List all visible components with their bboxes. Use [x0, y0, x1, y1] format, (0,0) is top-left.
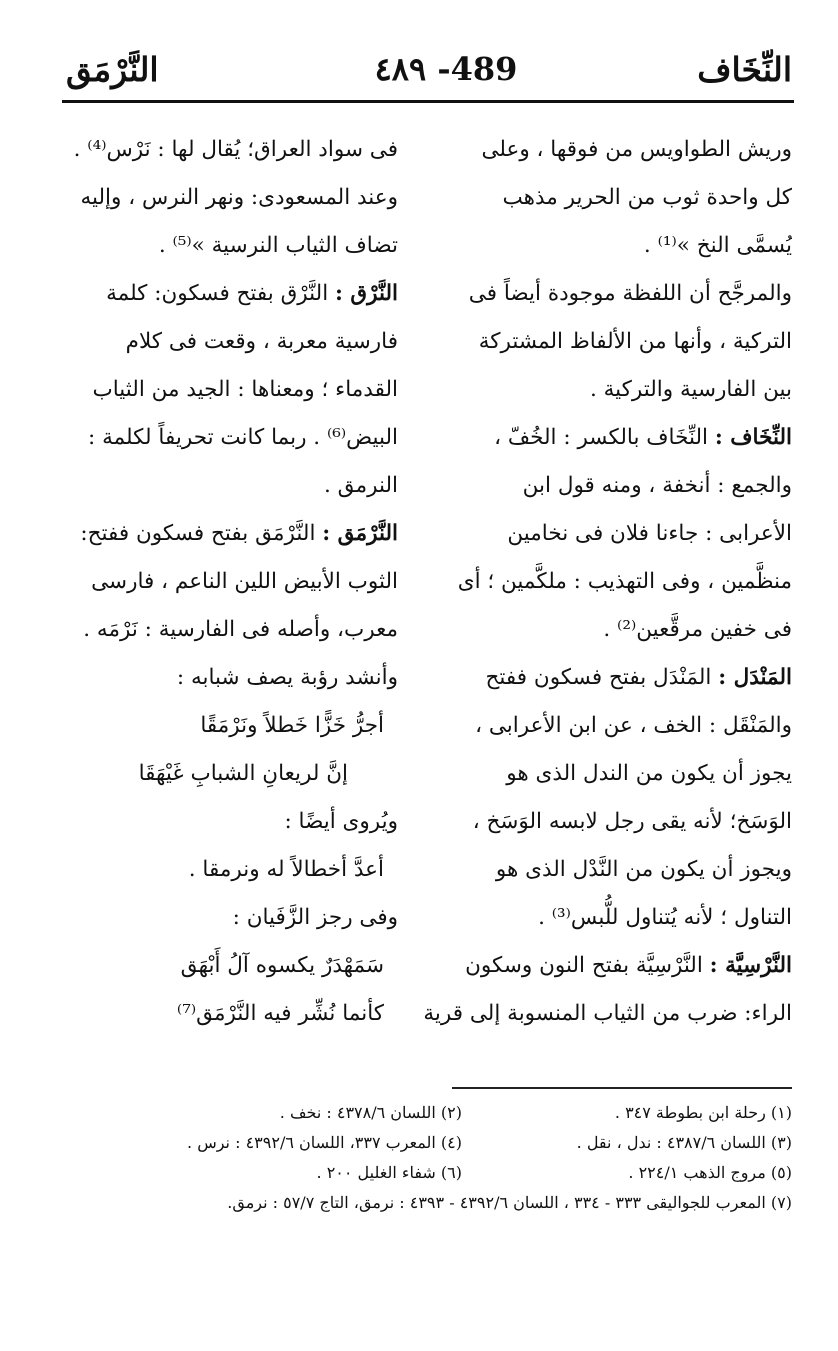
text-line: وعند المسعودى: ونهر النرس ، وإليه	[80, 185, 398, 210]
entry-line	[420, 654, 792, 702]
footnote: (٣) اللسان ٤٣٨٧/٦ : ندل ، نقل .	[576, 1133, 792, 1152]
entry-line	[62, 510, 398, 558]
text-line: كل واحدة ثوب من الحرير مذهب	[502, 185, 792, 210]
text-line: الراء: ضرب من الثياب المنسوبة إلى قرية	[423, 1001, 792, 1026]
text-line: يُسمَّى النخ »⁽¹⁾ .	[643, 233, 792, 258]
text-line: والجمع : أنخفة ، ومنه قول ابن	[522, 473, 792, 498]
footnotes	[72, 1098, 792, 1218]
text-line: ويجوز أن يكون من النَّدْل الذى هو	[495, 857, 792, 882]
text-line: تضاف الثياب النرسية »⁽⁵⁾ .	[158, 233, 398, 258]
text-line: الأعرابى : جاءنا فلان فى نخامين	[507, 521, 792, 546]
footnote: (٤) المعرب ٣٣٧، اللسان ٤٣٩٢/٦ : نرس .	[187, 1133, 462, 1152]
entry-headword: المَنْدَل :	[718, 665, 792, 690]
text-line: يجوز أن يكون من الندل الذى هو	[506, 761, 792, 786]
entry-headword: النِّخَاف :	[714, 425, 792, 450]
footnote: (١) رحلة ابن بطوطة ٣٤٧ .	[614, 1103, 792, 1122]
footnote: (٧) المعرب للجواليقى ٣٣٣ - ٣٣٤ ، اللسان ٤٣٩٢/٦ - ٤٣٩٣ : نرمق، التاج ٥٧/٧ : نرمق.	[227, 1193, 792, 1212]
footnote: (٥) مروج الذهب ٢٢٤/١ .	[628, 1163, 792, 1182]
entry-headword: النَّرْسِيَّة :	[709, 953, 792, 978]
footnote-row	[72, 1188, 792, 1218]
left-column	[62, 126, 398, 1038]
entry-text: المَنْدَل بفتح فسكون ففتح	[485, 665, 719, 690]
footnote: (٢) اللسان ٤٣٧٨/٦ : نخف .	[279, 1103, 462, 1122]
footnote-rule	[452, 1087, 792, 1089]
text-line: فارسية معربة ، وقعت فى كلام	[125, 329, 398, 354]
entry-text: النَّرْسِيَّة بفتح النون وسكون	[465, 953, 710, 978]
text-line: التركية ، وأنها من الألفاظ المشتركة	[478, 329, 792, 354]
entry-text: النَّرْمَق بفتح فسكون ففتح:	[80, 521, 323, 546]
text-line: ويُروى أيضًا :	[284, 809, 398, 834]
text-line: منظَّمين ، وفى التهذيب : ملكَّمين ؛ أى	[457, 569, 792, 594]
text-line: القدماء ؛ ومعناها : الجيد من الثياب	[92, 377, 398, 402]
entry-text: النَّرْق بفتح فسكون: كلمة	[106, 281, 336, 306]
right-column	[420, 126, 792, 1038]
running-head-left: النَّرْمَق	[66, 50, 159, 89]
text-line: فى سواد العراق؛ يُقال لها : نَرْس⁽⁴⁾ .	[73, 137, 398, 162]
text-line: التناول ؛ لأنه يُتناول للُّبس⁽³⁾ .	[538, 905, 792, 930]
text-line: معرب، وأصله فى الفارسية : نَرْمَه .	[83, 617, 398, 642]
running-head-right: النِّخَاف	[697, 50, 792, 89]
entry-line	[420, 942, 792, 990]
entry-line	[420, 414, 792, 462]
page-header	[66, 40, 792, 100]
text-line: وريش الطواويس من فوقها ، وعلى	[481, 137, 792, 162]
text-line: الوَسَخ؛ لأنه يقى رجل لابسه الوَسَخ ،	[472, 809, 792, 834]
entry-headword: النَّرْمَق :	[322, 521, 398, 546]
footnote: (٦) شفاء الغليل ٢٠٠ .	[316, 1163, 462, 1182]
entry-text: النِّخَاف بالكسر : الخُفّ ،	[494, 425, 715, 450]
text-line: فى خفين مرقَّعين⁽²⁾ .	[603, 617, 792, 642]
verse-line: سَمَهْدَرٌ يكسوه آلُ أَبْهَق	[180, 953, 384, 978]
entry-headword: النَّرْق :	[335, 281, 398, 306]
entry-line	[62, 270, 398, 318]
footnote-row	[72, 1128, 792, 1158]
text-line: وفى رجز الزَّفَيان :	[232, 905, 398, 930]
footnote-row	[72, 1158, 792, 1188]
text-line: وأنشد رؤبة يصف شبابه :	[176, 665, 398, 690]
text-line: النرمق .	[324, 473, 398, 498]
text-line: البيض⁽⁶⁾ . ربما كانت تحريفاً لكلمة :	[88, 425, 398, 450]
verse-line: أجرُّ خَزًّا خَطلاً ونَرْمَقًا	[200, 713, 384, 738]
text-line: بين الفارسية والتركية .	[589, 377, 792, 402]
text-line: والمرجَّح أن اللفظة موجودة أيضاً فى	[468, 281, 792, 306]
verse-line: إنَّ لريعانِ الشبابِ غَيْهَقَا	[138, 761, 348, 786]
header-rule	[62, 100, 794, 103]
text-line: الثوب الأبيض اللين الناعم ، فارسى	[91, 569, 398, 594]
verse-line: أعدَّ أخطالاً له ونرمقا .	[188, 857, 384, 882]
verse-line: كأنما نُشِّر فيه النَّرْمَق⁽⁷⁾	[176, 1001, 384, 1026]
page-number: ٤٨٩ -489	[374, 50, 518, 88]
footnote-row	[72, 1098, 792, 1128]
text-line: والمَنْقَل : الخف ، عن ابن الأعرابى ،	[475, 713, 792, 738]
